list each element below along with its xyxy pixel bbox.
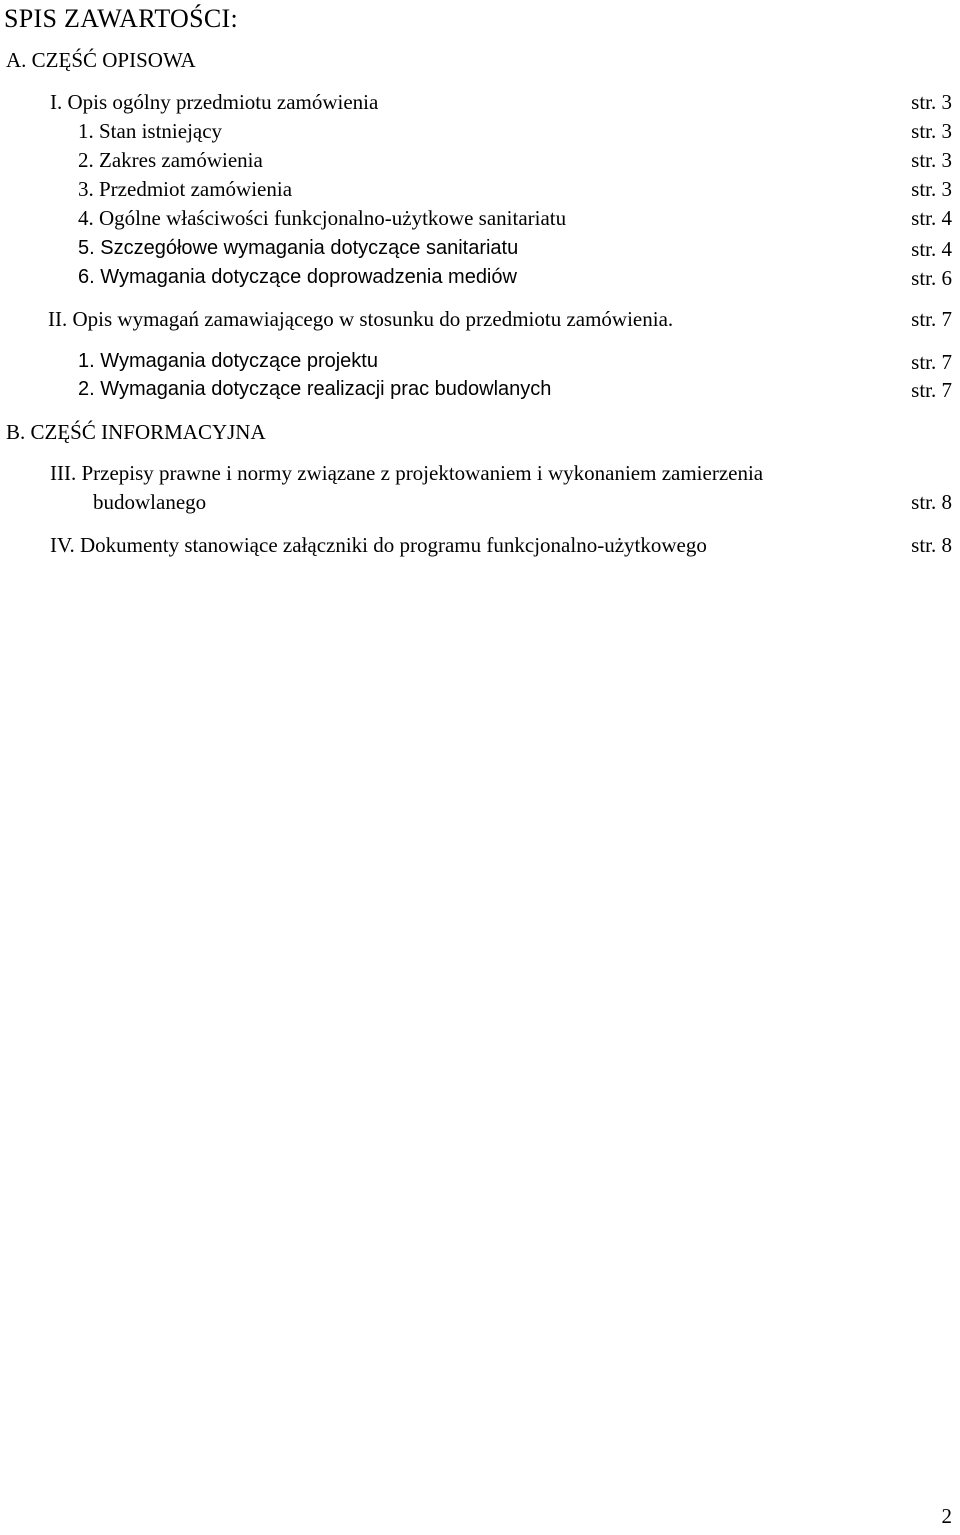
toc-entry-page: str. 8 bbox=[911, 533, 952, 557]
toc-entry-text: 1. Stan istniejący bbox=[78, 119, 223, 143]
toc-entry bbox=[0, 177, 952, 205]
toc-entry-page: str. 3 bbox=[911, 177, 952, 201]
toc-entry-page: str. 4 bbox=[911, 237, 952, 261]
toc-entry bbox=[0, 378, 952, 406]
toc-entry bbox=[0, 237, 952, 265]
toc-entry bbox=[0, 350, 952, 378]
toc-entry bbox=[0, 533, 952, 561]
page-number: 2 bbox=[941, 1504, 952, 1528]
toc-entry-page: str. 6 bbox=[911, 266, 952, 290]
toc-entry-text: 3. Przedmiot zamówienia bbox=[78, 177, 293, 201]
toc-entry-text: 4. Ogólne właściwości funkcjonalno-użytkowe sanitariatu bbox=[78, 206, 567, 230]
toc-entry-text: II. Opis wymagań zamawiającego w stosunku do przedmiotu zamówienia. bbox=[48, 307, 674, 331]
toc-entry-page: str. 4 bbox=[911, 206, 952, 230]
toc-entry-page: str. 7 bbox=[911, 350, 952, 374]
toc-entry-page: str. 3 bbox=[911, 148, 952, 172]
toc-entry bbox=[0, 148, 952, 176]
toc-entry-text: 2. Zakres zamówienia bbox=[78, 148, 263, 172]
toc-entry-page: str. 3 bbox=[911, 90, 952, 114]
toc-entry-text: 6. Wymagania dotyczące doprowadzenia mediów bbox=[78, 266, 517, 288]
toc-entry-text: 5. Szczegółowe wymagania dotyczące sanitariatu bbox=[78, 237, 519, 259]
toc-entry bbox=[0, 90, 952, 118]
toc-entry bbox=[0, 307, 952, 335]
toc-entry bbox=[0, 461, 952, 489]
toc-entry bbox=[0, 490, 952, 518]
toc-entry-text: I. Opis ogólny przedmiotu zamówienia bbox=[50, 90, 379, 114]
toc-entry-text: budowlanego bbox=[93, 490, 207, 514]
toc-entry-page: str. 8 bbox=[911, 490, 952, 514]
toc-entry-text: III. Przepisy prawne i normy związane z projektowaniem i wykonaniem zamierzenia bbox=[50, 461, 764, 485]
toc-entry-text: IV. Dokumenty stanowiące załączniki do programu funkcjonalno-użytkowego bbox=[50, 533, 707, 557]
toc-entry-text: 2. Wymagania dotyczące realizacji prac budowlanych bbox=[78, 378, 552, 400]
toc-entry-page: str. 3 bbox=[911, 119, 952, 143]
toc-title: SPIS ZAWARTOŚCI: bbox=[4, 4, 239, 33]
toc-entry bbox=[0, 119, 952, 147]
toc-entry-page: str. 7 bbox=[911, 378, 952, 402]
toc-entry bbox=[0, 266, 952, 294]
section-b-heading: B. CZĘŚĆ INFORMACYJNA bbox=[6, 420, 266, 444]
toc-entry-page: str. 7 bbox=[911, 307, 952, 331]
section-a-heading: A. CZĘŚĆ OPISOWA bbox=[6, 48, 196, 72]
toc-entry bbox=[0, 206, 952, 234]
toc-entry-text: 1. Wymagania dotyczące projektu bbox=[78, 350, 378, 372]
